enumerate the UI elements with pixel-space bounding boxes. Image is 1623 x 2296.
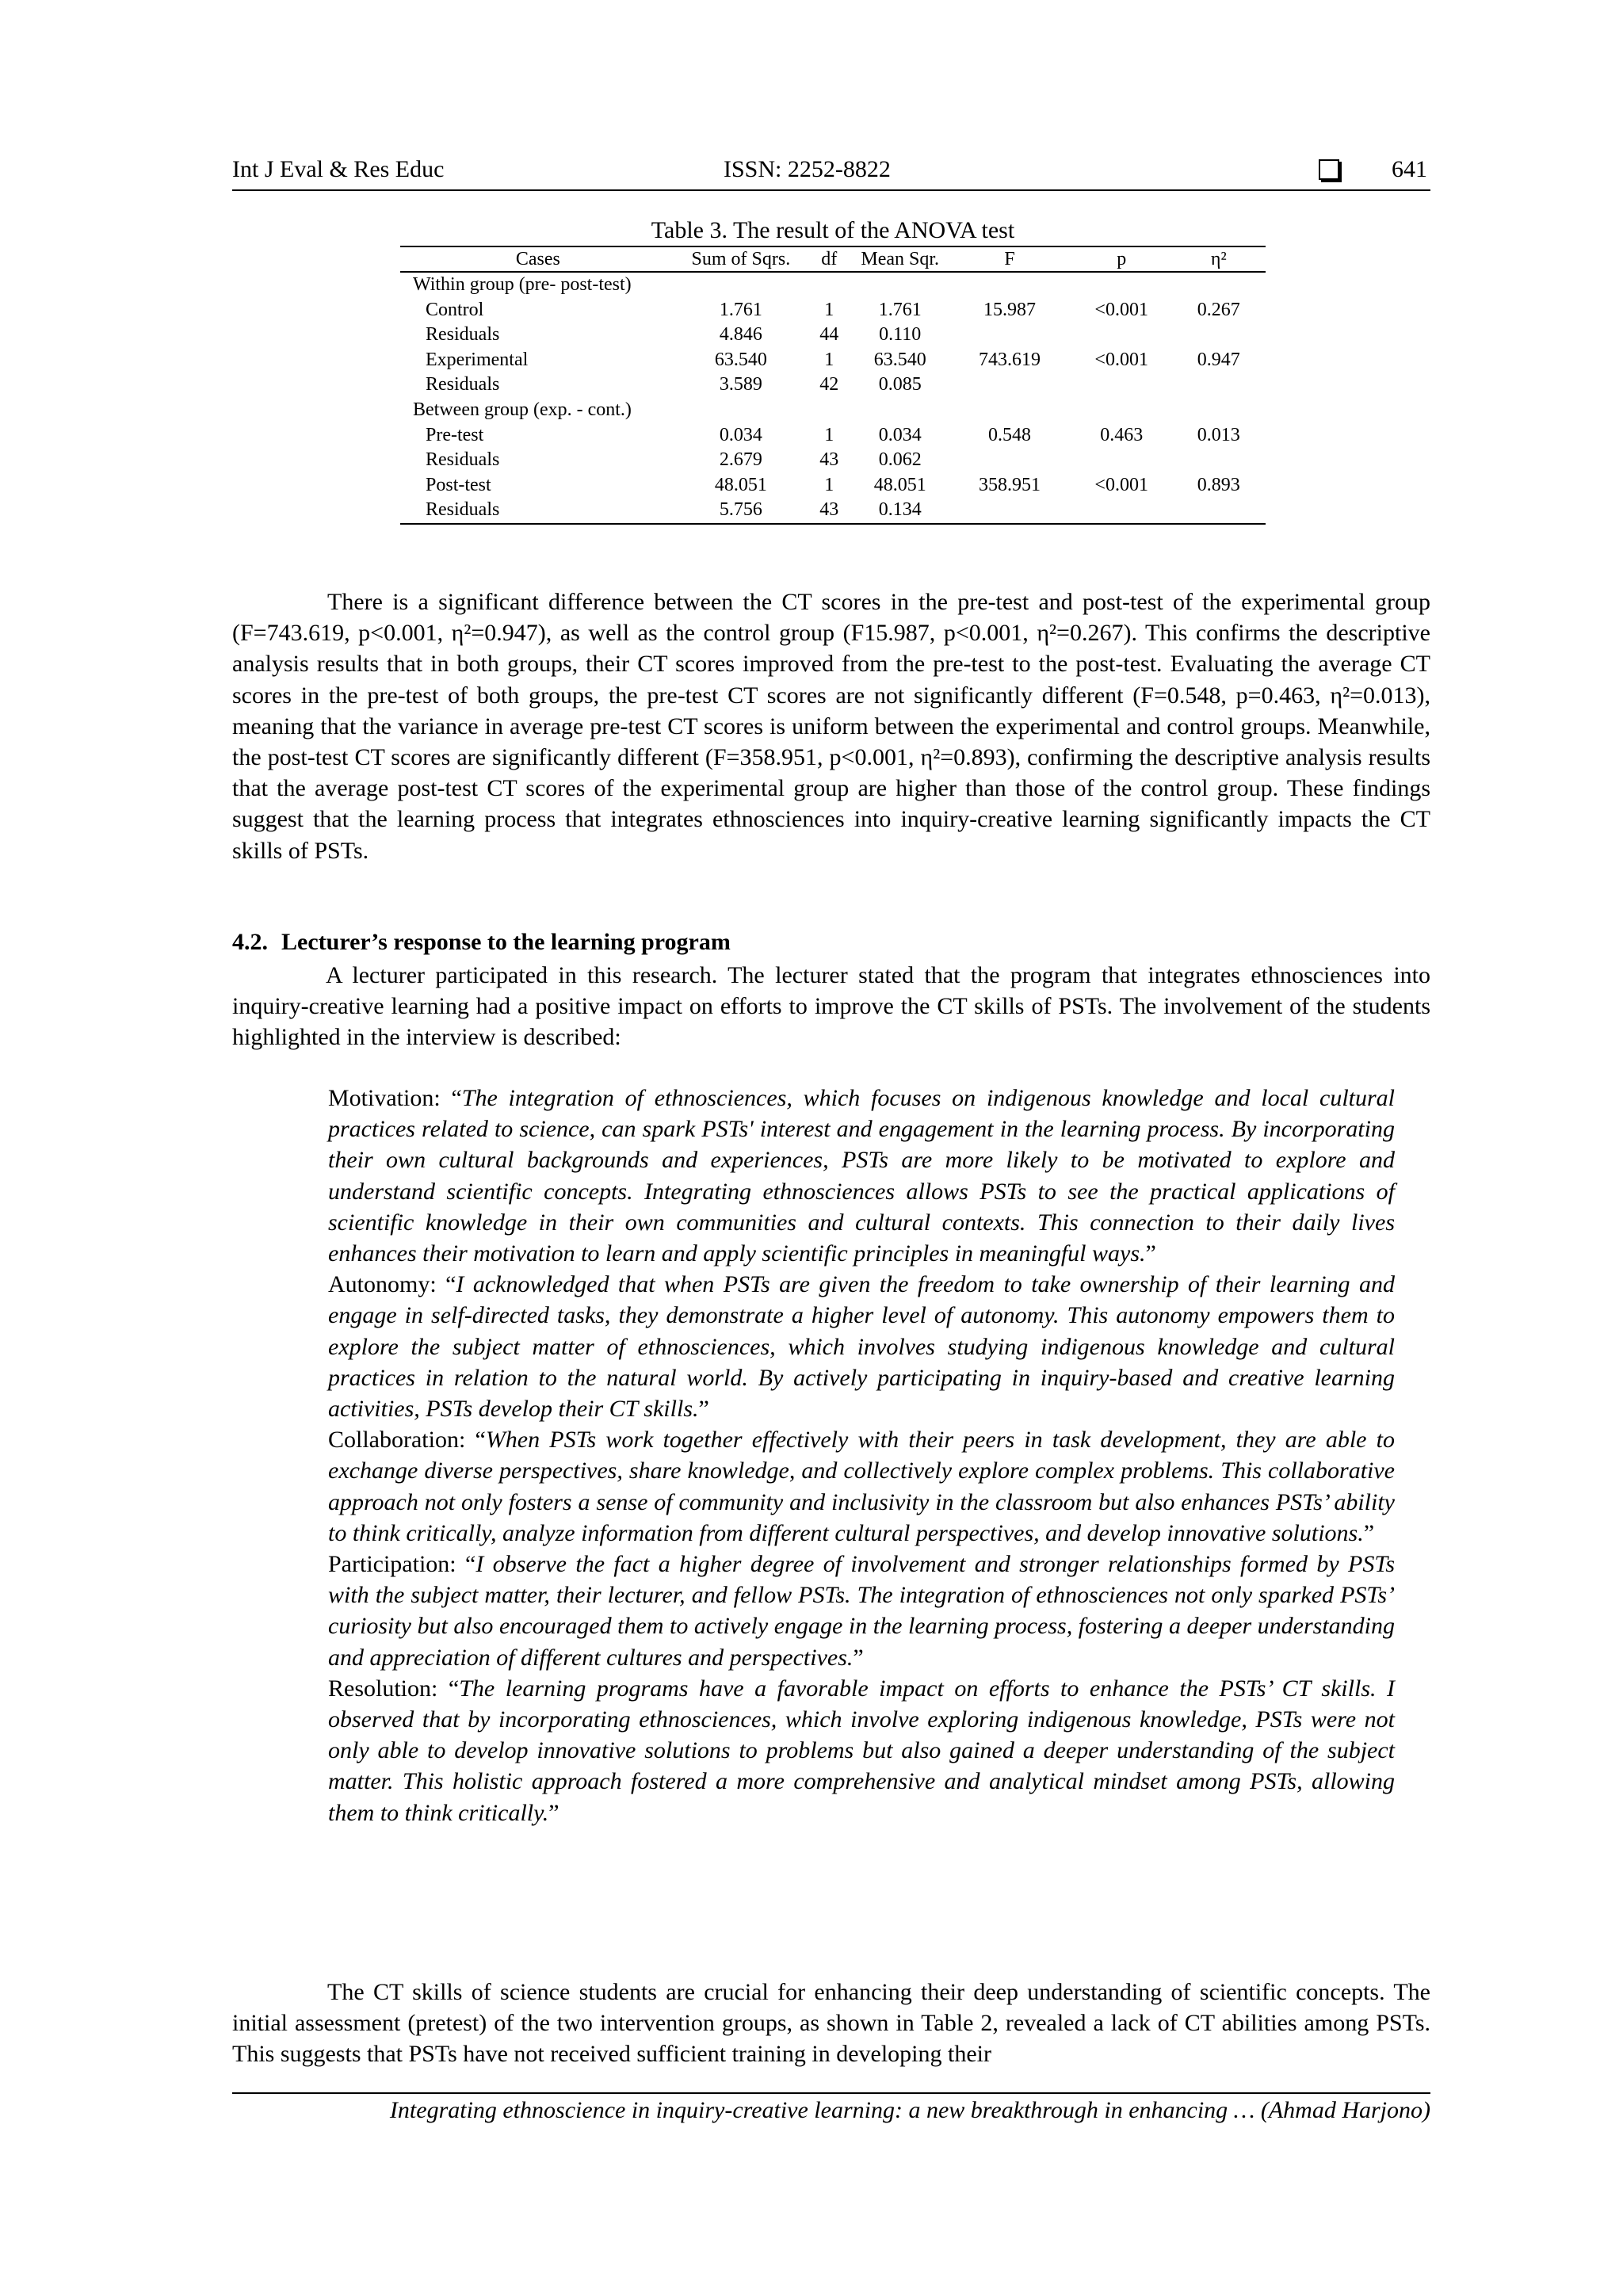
quote-paragraph [328, 1083, 1395, 1269]
paragraph-discussion [232, 1977, 1430, 2070]
section-heading [232, 929, 731, 956]
df-cell: 1 [824, 424, 834, 445]
table-row [400, 498, 1266, 524]
case-cell: Residuals [400, 498, 676, 524]
quote-label: Resolution: “ [328, 1675, 460, 1702]
eta-cell [1172, 272, 1266, 298]
table-row [400, 473, 1266, 499]
p-cell [1071, 372, 1172, 398]
section-number: 4.2. [232, 929, 268, 955]
ss-cell: 0.034 [719, 424, 762, 445]
quote-close: ” [1363, 1519, 1375, 1546]
column-header: Cases [400, 246, 676, 272]
quote-label: Collaboration: “ [328, 1427, 486, 1454]
df-cell: 42 [819, 374, 839, 395]
f-cell [948, 372, 1071, 398]
case-cell: Within group (pre- post-test) [413, 274, 632, 295]
p-cell [1071, 498, 1172, 524]
df-cell: 44 [819, 324, 839, 346]
table-caption: Table 3. The result of the ANOVA test [651, 217, 1015, 243]
case-cell: Control [426, 299, 484, 320]
quote-label: Autonomy: “ [328, 1271, 456, 1298]
f-cell: 743.619 [979, 349, 1041, 370]
case-cell: Between group (exp. - cont.) [413, 399, 632, 420]
table-group-row [400, 398, 1266, 423]
interview-quotes [328, 1083, 1395, 1828]
f-cell [948, 448, 1071, 473]
ms-cell: 63.540 [873, 349, 926, 370]
f-cell: 358.951 [979, 474, 1041, 495]
p-cell: <0.001 [1094, 349, 1148, 370]
quote-label: Participation: “ [328, 1551, 476, 1578]
eta-cell: 0.013 [1197, 424, 1240, 445]
quote-text: I acknowledged that when PSTs are given the freedom to take ownership of their learning and engage in self-directed tasks, they demonstrate a higher level of autonomy. This autonomy empowers them to explore the subject matter of ethnosciences, which involves studying indigenous knowledge and cultural practices in relation to the natural world. By actively participating in inquiry-based and creative learning activities, PSTs develop their CT skills. [328, 1271, 1395, 1423]
case-cell: Experimental [426, 349, 529, 370]
quote-label: Motivation: “ [328, 1085, 462, 1111]
table-row [400, 372, 1266, 398]
page-number: 641 [1392, 156, 1427, 182]
ms-cell: 48.051 [873, 474, 926, 495]
f-cell: 15.987 [983, 299, 1036, 320]
ss-cell [676, 272, 807, 298]
eta-cell [1172, 398, 1266, 423]
table-row [400, 448, 1266, 473]
df-cell [806, 398, 852, 423]
df-cell: 1 [824, 474, 834, 495]
section-title: Lecturer’s response to the learning program [281, 929, 731, 955]
paragraph-anova-results [232, 586, 1430, 866]
ss-cell [676, 398, 807, 423]
column-header: p [1071, 246, 1172, 272]
running-footer: Integrating ethnoscience in inquiry-creative learning: a new breakthrough in enhancing … (Ahmad Harjono) [232, 2092, 1430, 2124]
anova-table-block [400, 217, 1266, 525]
ms-cell: 0.085 [878, 374, 922, 395]
f-cell [948, 272, 1071, 298]
ms-cell: 0.134 [852, 498, 948, 524]
quote-close: ” [548, 1799, 559, 1826]
case-cell: Post-test [426, 474, 491, 495]
table-row [400, 323, 1266, 348]
quote-close: ” [698, 1396, 709, 1423]
quote-paragraph [328, 1269, 1395, 1424]
column-header: df [806, 246, 852, 272]
quote-text: When PSTs work together effectively with their peers in task development, they are able to exchange diverse perspectives, share knowledge, and collectively explore complex problems. This collaborative approach not only fosters a sense of community and inclusivity in the classroom but also enhances PSTs’ ability to think critically, analyze information from different cultural perspectives, and develop innovative solutions. [328, 1427, 1396, 1546]
quote-close: ” [853, 1644, 864, 1671]
paragraph-text: There is a significant difference between the CT scores in the pre-test and post-test of the experimental group (F=743.619, p<0.001, η²=0.947), as well as the control group (F15.987, p<0.001, η²=0.267). This confirms the descriptive analysis results that in both groups, their CT scores improved from the pre-test to the post-test. Evaluating the average CT scores in the pre-test of both groups, the pre-test CT scores are not significantly different (F=0.548, p=0.463, η²=0.013), meaning that the variance in average pre-test CT scores is uniform between the experimental and control groups. Meanwhile, the post-test CT scores are significantly different (F=358.951, p<0.001, η²=0.893), confirming the descriptive analysis results that the average post-test CT scores of the experimental group are higher than those of the control group. These findings suggest that the learning process that integrates ethnosciences into inquiry-creative learning significantly impacts the CT skills of PSTs. [232, 589, 1430, 864]
column-header: Sum of Sqrs. [676, 246, 807, 272]
df-cell: 1 [824, 349, 834, 370]
f-cell: 0.548 [988, 424, 1031, 445]
quote-text: I observe the fact a higher degree of involvement and stronger relationships formed by PSTs with the subject matter, their lecturer, and fellow PSTs. The integration of ethnosciences not only sparked PSTs’ curiosity but also encouraged them to actively engage in the learning process, fostering a deeper understanding and appreciation of different cultures and perspectives. [328, 1551, 1395, 1671]
eta-cell: 0.267 [1197, 299, 1240, 320]
ss-cell: 63.540 [714, 349, 767, 370]
ms-cell: 0.110 [879, 324, 922, 346]
eta-cell [1172, 323, 1266, 348]
p-cell [1071, 448, 1172, 473]
eta-cell [1172, 498, 1266, 524]
table-header-row [400, 246, 1266, 272]
f-cell [948, 323, 1071, 348]
quote-paragraph [328, 1673, 1395, 1828]
table-row [400, 298, 1266, 323]
p-cell [1071, 272, 1172, 298]
ss-cell: 5.756 [676, 498, 807, 524]
eta-cell: 0.947 [1197, 349, 1240, 370]
square-icon [1319, 159, 1339, 180]
df-cell: 1 [824, 299, 834, 320]
case-cell: Pre-test [426, 424, 484, 445]
table-body [400, 272, 1266, 524]
f-cell [948, 398, 1071, 423]
df-cell: 43 [819, 449, 839, 471]
df-cell: 43 [806, 498, 852, 524]
quote-paragraph [328, 1424, 1395, 1549]
ss-cell: 4.846 [719, 324, 762, 346]
running-header [232, 155, 1430, 191]
case-cell: Residuals [426, 449, 500, 471]
column-header: Mean Sqr. [852, 246, 948, 272]
ms-cell: 1.761 [878, 299, 922, 320]
table-group-row [400, 272, 1266, 298]
eta-cell: 0.893 [1197, 474, 1240, 495]
paragraph-text: A lecturer participated in this research. The lecturer stated that the program that integrates ethnosciences into inquiry-creative learning had a positive impact on efforts to improve the CT skills of PSTs. The involvement of the students highlighted in the interview is described: [232, 962, 1430, 1051]
ss-cell: 2.679 [719, 449, 762, 471]
column-header: η² [1172, 246, 1266, 272]
quote-close: ” [1145, 1240, 1156, 1267]
ms-cell [852, 272, 948, 298]
eta-cell [1172, 372, 1266, 398]
eta-cell [1172, 448, 1266, 473]
quote-paragraph [328, 1549, 1395, 1673]
ms-cell: 0.062 [878, 449, 922, 471]
ms-cell: 0.034 [878, 424, 922, 445]
column-header: F [948, 246, 1071, 272]
ss-cell: 48.051 [714, 474, 767, 495]
p-cell: <0.001 [1094, 299, 1148, 320]
p-cell [1071, 323, 1172, 348]
quote-text: The integration of ethnosciences, which focuses on indigenous knowledge and local cultural practices related to science, can spark PSTs' interest and engagement in the learning process. By incorporating their own cultural backgrounds and experiences, PSTs are more likely to be motivated to explore and understand scientific concepts. Integrating ethnosciences allows PSTs to see the practical applications of scientific knowledge in their own communities and cultural contexts. This connection to their daily lives enhances their motivation to learn and apply scientific principles in meaningful ways. [328, 1085, 1395, 1267]
ss-cell: 3.589 [719, 374, 762, 395]
anova-table [400, 246, 1266, 525]
table-row [400, 348, 1266, 373]
ss-cell: 1.761 [719, 299, 762, 320]
p-cell: 0.463 [1100, 424, 1144, 445]
case-cell: Residuals [426, 324, 500, 346]
paragraph-text: The CT skills of science students are crucial for enhancing their deep understanding of scientific concepts. The initial assessment (pretest) of the two intervention groups, as shown in Table 2, revealed a lack of CT abilities among PSTs. This suggests that PSTs have not received sufficient training in developing their [232, 1979, 1430, 2068]
journal-name: Int J Eval & Res Educ [232, 156, 445, 182]
paragraph-lecturer-response [232, 960, 1430, 1053]
case-cell: Residuals [426, 374, 500, 395]
f-cell [948, 498, 1071, 524]
table-row [400, 423, 1266, 449]
p-cell [1071, 398, 1172, 423]
p-cell: <0.001 [1094, 474, 1148, 495]
ms-cell [852, 398, 948, 423]
issn: ISSN: 2252-8822 [724, 156, 891, 182]
df-cell [806, 272, 852, 298]
quote-text: The learning programs have a favorable impact on efforts to enhance the PSTs’ CT skills. I observed that by incorporating ethnosciences, which involve exploring indigenous knowledge, PSTs were not only able to develop innovative solutions to problems but also gained a deeper understanding of the subject matter. This holistic approach fostered a more comprehensive and analytical mindset among PSTs, allowing them to think critically. [328, 1675, 1395, 1826]
